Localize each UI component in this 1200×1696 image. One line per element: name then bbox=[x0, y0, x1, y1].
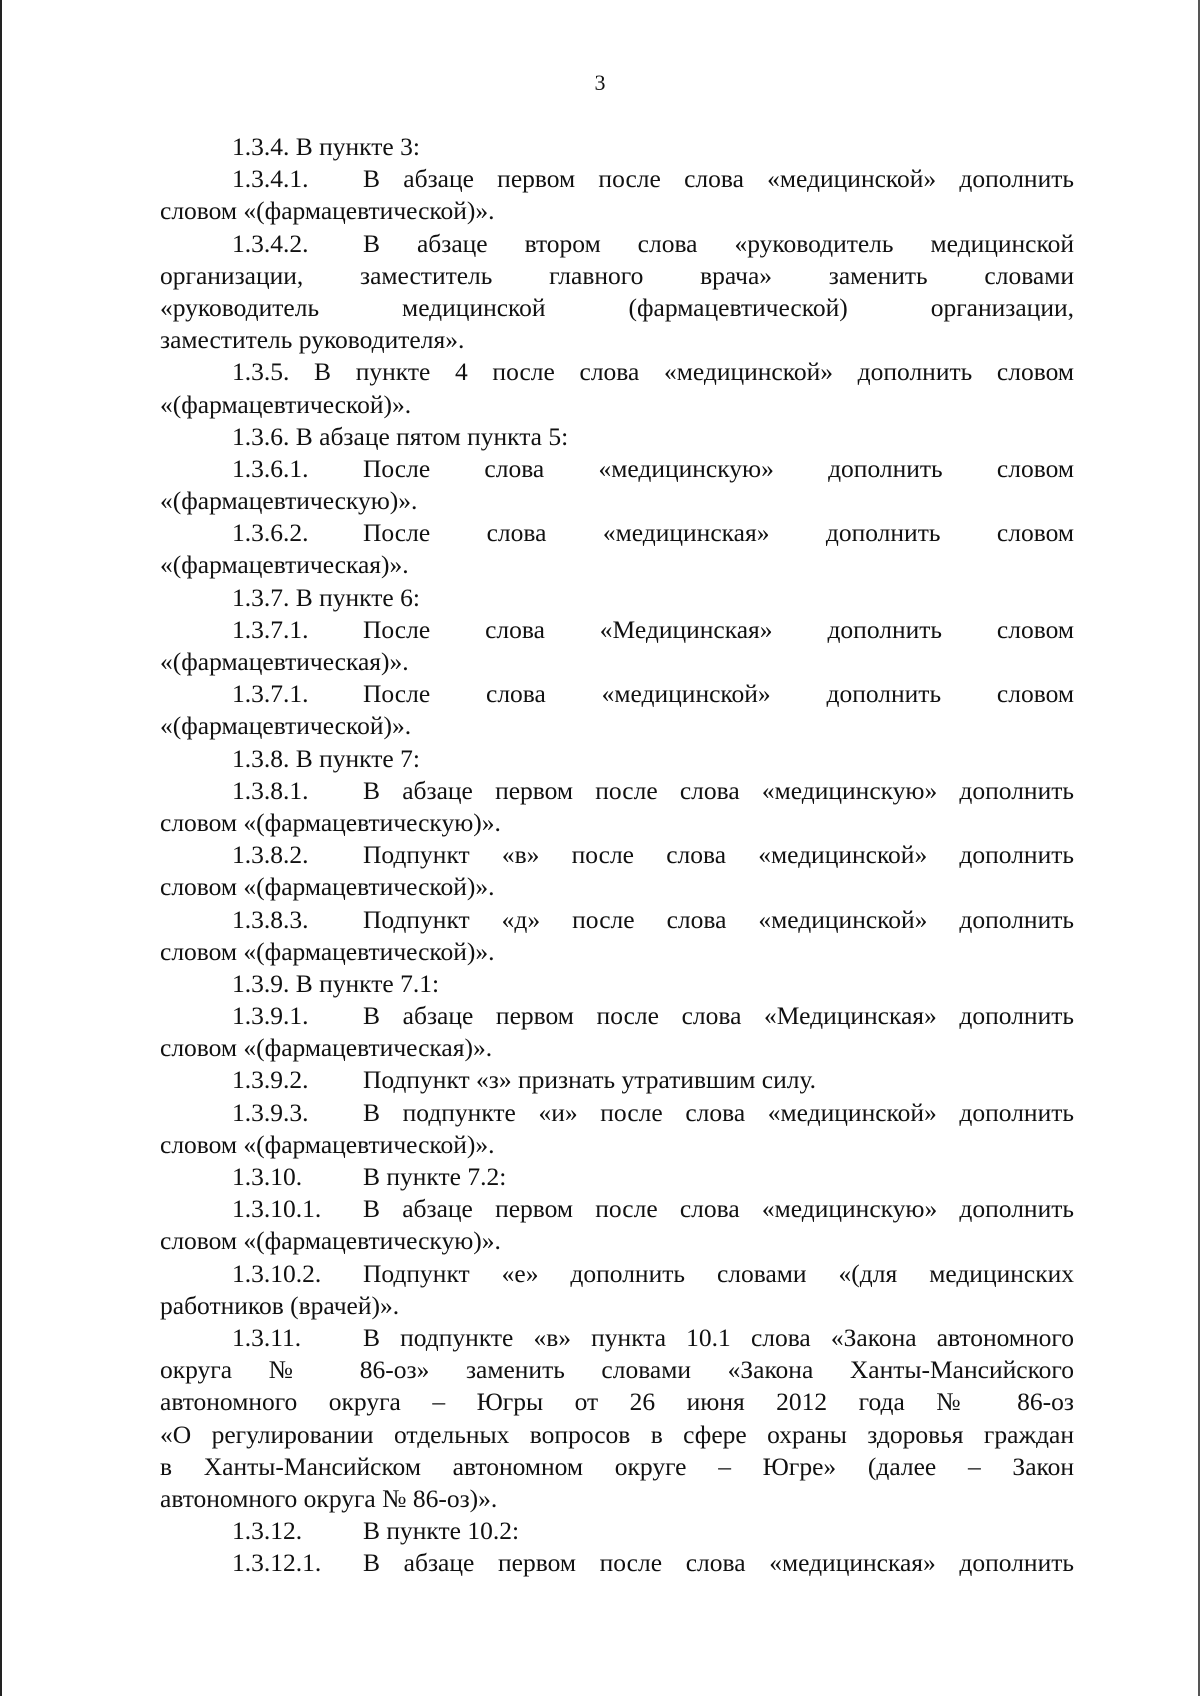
line-text: работников (врачей)». bbox=[160, 1290, 400, 1320]
clause-number: 1.3.8.2. bbox=[232, 840, 309, 870]
line-text: словом «(фармацевтическую)». bbox=[160, 1226, 501, 1256]
text-line bbox=[160, 1451, 1074, 1483]
clause-number: 1.3.11. bbox=[232, 1322, 302, 1352]
text-line bbox=[160, 195, 1074, 227]
clause-text: В абзаце первом после слова «медицинской» дополнить bbox=[363, 164, 1074, 194]
clause-text: В абзаце первом после слова «медицинская» дополнить bbox=[363, 1548, 1074, 1578]
clause-text: После слова «медицинская» дополнить словом bbox=[363, 518, 1074, 548]
text-line bbox=[160, 389, 1074, 421]
text-line bbox=[160, 1354, 1074, 1386]
text-line bbox=[160, 1258, 1074, 1290]
clause-text: В пункте 7.2: bbox=[363, 1162, 507, 1191]
clause-text: В абзаце первом после слова «Медицинская» дополнить bbox=[363, 1001, 1074, 1031]
clause-text: Подпункт «е» дополнить словами «(для медицинских bbox=[363, 1258, 1074, 1288]
clause-number: 1.3.6.1. bbox=[232, 453, 309, 483]
clause-number: 1.3.4.2. bbox=[232, 228, 309, 258]
text-line bbox=[160, 1419, 1074, 1451]
text-line bbox=[160, 1097, 1074, 1129]
clause-number: 1.3.8.3. bbox=[232, 904, 309, 934]
line-text: округа № 86-оз» заменить словами «Закона Ханты-Мансийского bbox=[160, 1355, 1074, 1385]
text-line bbox=[160, 356, 1074, 388]
clause-number: 1.3.9.2. bbox=[232, 1065, 309, 1095]
clause-text: Подпункт «д» после слова «медицинской» дополнить bbox=[363, 904, 1074, 934]
text-line bbox=[160, 1032, 1074, 1064]
text-line bbox=[160, 163, 1074, 195]
text-line bbox=[160, 807, 1074, 839]
text-line bbox=[160, 1064, 1074, 1096]
line-text: в Ханты-Мансийском автономном округе – Югре» (далее – Закон bbox=[160, 1451, 1074, 1481]
text-line bbox=[160, 131, 1074, 163]
line-text: «(фармацевтическую)». bbox=[160, 486, 418, 516]
text-line bbox=[160, 871, 1074, 903]
clause-number: 1.3.4.1. bbox=[232, 164, 309, 194]
text-line bbox=[160, 517, 1074, 549]
text-line bbox=[160, 614, 1074, 646]
line-text: «(фармацевтической)». bbox=[160, 389, 412, 419]
text-line bbox=[160, 1290, 1074, 1322]
line-text: словом «(фармацевтической)». bbox=[160, 872, 495, 902]
line-text: словом «(фармацевтическую)». bbox=[160, 807, 501, 837]
line-text: «(фармацевтическая)». bbox=[160, 550, 409, 580]
line-text: автономного округа – Югры от 26 июня 2012 года № 86-оз bbox=[160, 1387, 1074, 1417]
clause-text: В подпункте «в» пункта 10.1 слова «Закона автономного bbox=[363, 1322, 1074, 1352]
clause-number: 1.3.7.1. bbox=[232, 679, 309, 709]
text-line bbox=[160, 1129, 1074, 1161]
text-line bbox=[160, 582, 1074, 614]
clause-text: Подпункт «в» после слова «медицинской» дополнить bbox=[363, 840, 1074, 870]
text-line bbox=[160, 1161, 1074, 1193]
clause-number: 1.3.6.2. bbox=[232, 518, 309, 548]
clause-number: 1.3.10.2. bbox=[232, 1258, 322, 1288]
clause-number: 1.3.9.1. bbox=[232, 1001, 309, 1031]
line-text: 1.3.6. В абзаце пятом пункта 5: bbox=[232, 421, 569, 451]
clause-number: 1.3.8.1. bbox=[232, 775, 309, 805]
text-line bbox=[160, 324, 1074, 356]
text-line bbox=[160, 1193, 1074, 1225]
text-line bbox=[160, 292, 1074, 324]
clause-number: 1.3.10.1. bbox=[232, 1194, 322, 1224]
document-body bbox=[160, 131, 1074, 1579]
text-line bbox=[160, 1322, 1074, 1354]
clause-text: В пункте 10.2: bbox=[363, 1516, 520, 1546]
line-text: организации, заместитель главного врача» заменить словами bbox=[160, 260, 1074, 290]
clause-text: После слова «медицинскую» дополнить словом bbox=[363, 453, 1074, 483]
line-text: «(фармацевтическая)». bbox=[160, 647, 409, 676]
line-text: 1.3.7. В пункте 6: bbox=[232, 582, 420, 612]
clause-text: В подпункте «и» после слова «медицинской» дополнить bbox=[363, 1097, 1074, 1127]
line-text: словом «(фармацевтической)». bbox=[160, 196, 495, 226]
line-text: 1.3.9. В пункте 7.1: bbox=[232, 968, 440, 998]
line-text: «(фармацевтической)». bbox=[160, 711, 412, 741]
clause-text: В абзаце первом после слова «медицинскую» дополнить bbox=[363, 775, 1074, 805]
text-line bbox=[160, 1483, 1074, 1515]
text-line bbox=[160, 968, 1074, 1000]
line-text: словом «(фармацевтической)». bbox=[160, 936, 495, 966]
line-text: автономного округа № 86-оз)». bbox=[160, 1483, 498, 1513]
text-line bbox=[160, 839, 1074, 871]
clause-number: 1.3.10. bbox=[232, 1162, 303, 1191]
text-line bbox=[160, 775, 1074, 807]
clause-text: В абзаце первом после слова «медицинскую» дополнить bbox=[363, 1194, 1074, 1224]
clause-text: Подпункт «з» признать утратившим силу. bbox=[363, 1065, 817, 1095]
text-line bbox=[160, 260, 1074, 292]
text-line bbox=[160, 936, 1074, 968]
clause-number: 1.3.9.3. bbox=[232, 1097, 309, 1127]
line-text: словом «(фармацевтическая)». bbox=[160, 1033, 493, 1063]
text-line bbox=[160, 1547, 1074, 1579]
line-text: 1.3.5. В пункте 4 после слова «медицинской» дополнить словом bbox=[232, 357, 1074, 387]
line-text: заместитель руководителя». bbox=[160, 325, 465, 355]
text-line bbox=[160, 453, 1074, 485]
text-line bbox=[160, 904, 1074, 936]
line-text: 1.3.4. В пункте 3: bbox=[232, 132, 420, 161]
line-text: «руководитель медицинской (фармацевтической) организации, bbox=[160, 292, 1074, 322]
clause-text: После слова «медицинской» дополнить словом bbox=[363, 679, 1074, 709]
line-text: «О регулировании отдельных вопросов в сфере охраны здоровья граждан bbox=[160, 1419, 1074, 1449]
text-line bbox=[160, 1225, 1074, 1257]
text-line bbox=[160, 646, 1074, 678]
text-line bbox=[160, 549, 1074, 581]
text-line bbox=[160, 421, 1074, 453]
text-line bbox=[160, 678, 1074, 710]
page-number: 3 bbox=[594, 70, 606, 95]
clause-number: 1.3.12. bbox=[232, 1516, 303, 1546]
scan-edge-left bbox=[0, 0, 2, 1696]
text-line bbox=[160, 1386, 1074, 1418]
text-line bbox=[160, 710, 1074, 742]
line-text: словом «(фармацевтической)». bbox=[160, 1129, 495, 1159]
text-line bbox=[160, 228, 1074, 260]
text-line bbox=[160, 1515, 1074, 1547]
text-line bbox=[160, 485, 1074, 517]
clause-text: В абзаце втором слова «руководитель медицинской bbox=[363, 228, 1074, 258]
text-line bbox=[160, 743, 1074, 775]
line-text: 1.3.8. В пункте 7: bbox=[232, 743, 420, 773]
clause-number: 1.3.7.1. bbox=[232, 614, 309, 644]
clause-text: После слова «Медицинская» дополнить словом bbox=[363, 614, 1074, 644]
clause-number: 1.3.12.1. bbox=[232, 1548, 322, 1578]
text-line bbox=[160, 1000, 1074, 1032]
